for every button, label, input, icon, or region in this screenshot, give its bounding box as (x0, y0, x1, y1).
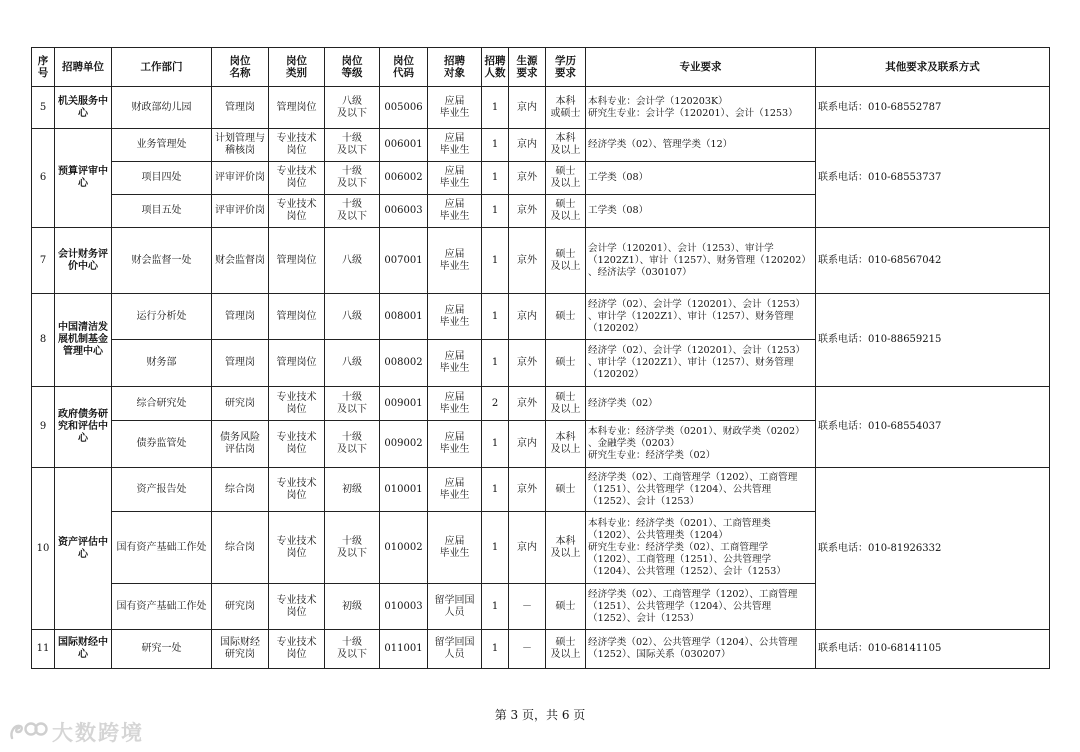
edu-cell: 硕士 (546, 468, 586, 512)
unit-name-cell: 政府债务研究和评估中心 (55, 387, 112, 468)
dept-cell: 项目四处 (112, 162, 212, 195)
origin-cell: 京外 (509, 228, 546, 294)
seq-cell: 8 (32, 294, 55, 387)
seq-cell: 9 (32, 387, 55, 468)
pos-code-cell: 006002 (380, 162, 428, 195)
watermark-text: 大数跨境 (52, 721, 144, 745)
pos-type-cell: 专业技术 岗位 (269, 468, 325, 512)
pos-code-cell: 010001 (380, 468, 428, 512)
edu-cell: 硕士 及以上 (546, 162, 586, 195)
header-edu: 学历 要求 (546, 48, 586, 87)
origin-cell: 京内 (509, 87, 546, 129)
unit-name-cell: 预算评审中心 (55, 129, 112, 228)
table-row (32, 387, 1050, 421)
major-cell: 本科专业：经济学类（0201）、财政学类（0202） 、金融学类（0203） 研究生专业：经济学类（02） (586, 421, 816, 468)
pos-level-cell: 十级 及以下 (325, 387, 380, 421)
pos-code-cell: 008002 (380, 340, 428, 387)
count-cell: 1 (482, 340, 509, 387)
edu-cell: 本科 或硕士 (546, 87, 586, 129)
pos-name-cell: 综合岗 (212, 512, 269, 584)
pos-level-cell: 八级 (325, 340, 380, 387)
target-cell: 应届 毕业生 (428, 294, 482, 340)
pos-level-cell: 初级 (325, 584, 380, 630)
pos-code-cell: 010003 (380, 584, 428, 630)
dept-cell: 资产报告处 (112, 468, 212, 512)
pos-type-cell: 管理岗位 (269, 294, 325, 340)
dept-cell: 业务管理处 (112, 129, 212, 162)
pos-type-cell: 管理岗位 (269, 340, 325, 387)
table-row (32, 294, 1050, 340)
unit-name-cell: 机关服务中心 (55, 87, 112, 129)
major-cell: 会计学（120201）、会计（1253）、审计学 （1202Z1）、审计（1257）、财务管理（120202） 、经济法学（030107） (586, 228, 816, 294)
edu-cell: 硕士 及以上 (546, 387, 586, 421)
edu-cell: 硕士 (546, 584, 586, 630)
dept-cell: 研究一处 (112, 630, 212, 669)
pos-level-cell: 八级 (325, 228, 380, 294)
pos-type-cell: 专业技术 岗位 (269, 421, 325, 468)
table-row (32, 468, 1050, 512)
pos-code-cell: 007001 (380, 228, 428, 294)
major-cell: 经济学类（02） (586, 387, 816, 421)
pos-level-cell: 八级 及以下 (325, 87, 380, 129)
count-cell: 1 (482, 294, 509, 340)
pos-type-cell: 专业技术 岗位 (269, 129, 325, 162)
target-cell: 应届 毕业生 (428, 512, 482, 584)
major-cell: 本科专业：会计学（120203K） 研究生专业：会计学（120201）、会计（1253） (586, 87, 816, 129)
dept-cell: 国有资产基础工作处 (112, 512, 212, 584)
pos-code-cell: 009001 (380, 387, 428, 421)
target-cell: 应届 毕业生 (428, 129, 482, 162)
header-major: 专业要求 (586, 48, 816, 87)
unit-name-cell: 中国清洁发展机制基金管理中心 (55, 294, 112, 387)
count-cell: 1 (482, 195, 509, 228)
origin-cell: 京外 (509, 468, 546, 512)
watermark-logo-icon (8, 720, 48, 744)
edu-cell: 硕士 (546, 340, 586, 387)
unit-name-cell: 国际财经中心 (55, 630, 112, 669)
pos-name-cell: 债务风险 评估岗 (212, 421, 269, 468)
pos-type-cell: 专业技术 岗位 (269, 162, 325, 195)
major-cell: 工学类（08） (586, 162, 816, 195)
target-cell: 应届 毕业生 (428, 195, 482, 228)
contact-cell: 联系电话：010-68552787 (816, 87, 1050, 129)
pos-code-cell: 010002 (380, 512, 428, 584)
pos-level-cell: 十级 及以下 (325, 129, 380, 162)
count-cell: 1 (482, 129, 509, 162)
header-pos-type: 岗位 类别 (269, 48, 325, 87)
target-cell: 应届 毕业生 (428, 387, 482, 421)
target-cell: 留学回国 人员 (428, 584, 482, 630)
origin-cell: － (509, 584, 546, 630)
seq-cell: 11 (32, 630, 55, 669)
table-header (32, 48, 1050, 87)
header-origin: 生源 要求 (509, 48, 546, 87)
target-cell: 应届 毕业生 (428, 228, 482, 294)
seq-cell: 10 (32, 468, 55, 630)
count-cell: 1 (482, 87, 509, 129)
dept-cell: 财会监督一处 (112, 228, 212, 294)
seq-cell: 5 (32, 87, 55, 129)
pos-level-cell: 十级 及以下 (325, 195, 380, 228)
target-cell: 应届 毕业生 (428, 421, 482, 468)
origin-cell: 京内 (509, 421, 546, 468)
pos-name-cell: 综合岗 (212, 468, 269, 512)
origin-cell: 京外 (509, 340, 546, 387)
contact-cell: 联系电话：010-81926332 (816, 468, 1050, 630)
header-target: 招聘 对象 (428, 48, 482, 87)
count-cell: 1 (482, 512, 509, 584)
contact-cell: 联系电话：010-88659215 (816, 294, 1050, 387)
dept-cell: 财务部 (112, 340, 212, 387)
pos-type-cell: 专业技术 岗位 (269, 512, 325, 584)
major-cell: 本科专业：经济学类（0201）、工商管理类 （1202）、公共管理类（1204） 研究生专业：经济学类（02）、工商管理学 （1202）、工商管理（1251）、公共管理学 （1204）、公共管理（1252）、会计（1253） (586, 512, 816, 584)
table-row (32, 129, 1050, 162)
major-cell: 经济学（02）、会计学（120201）、会计（1253） 、审计学（1202Z1）、审计（1257）、财务管理 （120202） (586, 294, 816, 340)
dept-cell: 财政部幼儿园 (112, 87, 212, 129)
major-cell: 经济学类（02）、公共管理学（1204）、公共管理 （1252）、国际关系（030207） (586, 630, 816, 669)
pos-level-cell: 十级 及以下 (325, 630, 380, 669)
header-pos-level: 岗位 等级 (325, 48, 380, 87)
count-cell: 1 (482, 228, 509, 294)
table-row (32, 87, 1050, 129)
pos-code-cell: 011001 (380, 630, 428, 669)
table-row (32, 630, 1050, 669)
pos-code-cell: 009002 (380, 421, 428, 468)
target-cell: 应届 毕业生 (428, 468, 482, 512)
pos-name-cell: 管理岗 (212, 294, 269, 340)
contact-cell: 联系电话：010-68141105 (816, 630, 1050, 669)
target-cell: 应届 毕业生 (428, 340, 482, 387)
pos-level-cell: 八级 (325, 294, 380, 340)
header-pos-code: 岗位 代码 (380, 48, 428, 87)
contact-cell: 联系电话：010-68554037 (816, 387, 1050, 468)
target-cell: 留学回国 人员 (428, 630, 482, 669)
recruitment-table (31, 47, 1050, 669)
pos-level-cell: 十级 及以下 (325, 512, 380, 584)
edu-cell: 硕士 及以上 (546, 228, 586, 294)
header-dept: 工作部门 (112, 48, 212, 87)
pos-name-cell: 国际财经 研究岗 (212, 630, 269, 669)
pos-type-cell: 管理岗位 (269, 228, 325, 294)
pos-code-cell: 008001 (380, 294, 428, 340)
edu-cell: 本科 及以上 (546, 129, 586, 162)
table-body (32, 87, 1050, 669)
header-other: 其他要求及联系方式 (816, 48, 1050, 87)
contact-cell: 联系电话：010-68553737 (816, 129, 1050, 228)
pos-type-cell: 专业技术 岗位 (269, 630, 325, 669)
origin-cell: 京外 (509, 387, 546, 421)
seq-cell: 6 (32, 129, 55, 228)
header-count: 招聘 人数 (482, 48, 509, 87)
edu-cell: 硕士 (546, 294, 586, 340)
count-cell: 1 (482, 584, 509, 630)
contact-cell: 联系电话：010-68567042 (816, 228, 1050, 294)
major-cell: 经济学类（02）、工商管理学（1202）、工商管理 （1251）、公共管理学（1204）、公共管理 （1252）、会计（1253） (586, 468, 816, 512)
pos-code-cell: 006003 (380, 195, 428, 228)
major-cell: 经济学类（02）、管理学类（12） (586, 129, 816, 162)
count-cell: 2 (482, 387, 509, 421)
header-seq: 序 号 (32, 48, 55, 87)
origin-cell: 京外 (509, 195, 546, 228)
origin-cell: 京内 (509, 294, 546, 340)
table-row (32, 228, 1050, 294)
target-cell: 应届 毕业生 (428, 162, 482, 195)
header-unit: 招聘单位 (55, 48, 112, 87)
major-cell: 经济学类（02）、工商管理学（1202）、工商管理 （1251）、公共管理学（1204）、公共管理 （1252）、会计（1253） (586, 584, 816, 630)
unit-name-cell: 资产评估中心 (55, 468, 112, 630)
count-cell: 1 (482, 468, 509, 512)
pos-name-cell: 评审评价岗 (212, 162, 269, 195)
pos-level-cell: 十级 及以下 (325, 162, 380, 195)
page-number: 第 3 页，共 6 页 (494, 708, 586, 722)
pos-name-cell: 评审评价岗 (212, 195, 269, 228)
pos-code-cell: 006001 (380, 129, 428, 162)
pos-name-cell: 管理岗 (212, 87, 269, 129)
dept-cell: 综合研究处 (112, 387, 212, 421)
edu-cell: 硕士 及以上 (546, 630, 586, 669)
pos-name-cell: 研究岗 (212, 584, 269, 630)
major-cell: 工学类（08） (586, 195, 816, 228)
count-cell: 1 (482, 421, 509, 468)
pos-level-cell: 十级 及以下 (325, 421, 380, 468)
unit-name-cell: 会计财务评价中心 (55, 228, 112, 294)
pos-level-cell: 初级 (325, 468, 380, 512)
pos-type-cell: 专业技术 岗位 (269, 195, 325, 228)
count-cell: 1 (482, 630, 509, 669)
pos-name-cell: 计划管理与稽核岗 (212, 129, 269, 162)
pos-name-cell: 财会监督岗 (212, 228, 269, 294)
dept-cell: 债券监管处 (112, 421, 212, 468)
origin-cell: 京外 (509, 162, 546, 195)
pos-type-cell: 管理岗位 (269, 87, 325, 129)
pos-type-cell: 专业技术 岗位 (269, 387, 325, 421)
watermark (8, 717, 144, 747)
major-cell: 经济学（02）、会计学（120201）、会计（1253） 、审计学（1202Z1）、审计（1257）、财务管理 （120202） (586, 340, 816, 387)
header-pos-name: 岗位 名称 (212, 48, 269, 87)
pos-type-cell: 专业技术 岗位 (269, 584, 325, 630)
dept-cell: 国有资产基础工作处 (112, 584, 212, 630)
edu-cell: 硕士 及以上 (546, 195, 586, 228)
edu-cell: 本科 及以上 (546, 512, 586, 584)
pos-name-cell: 研究岗 (212, 387, 269, 421)
dept-cell: 项目五处 (112, 195, 212, 228)
target-cell: 应届 毕业生 (428, 87, 482, 129)
origin-cell: 京内 (509, 512, 546, 584)
origin-cell: 京内 (509, 129, 546, 162)
origin-cell: － (509, 630, 546, 669)
seq-cell: 7 (32, 228, 55, 294)
pos-name-cell: 管理岗 (212, 340, 269, 387)
edu-cell: 本科 及以上 (546, 421, 586, 468)
count-cell: 1 (482, 162, 509, 195)
pos-code-cell: 005006 (380, 87, 428, 129)
dept-cell: 运行分析处 (112, 294, 212, 340)
